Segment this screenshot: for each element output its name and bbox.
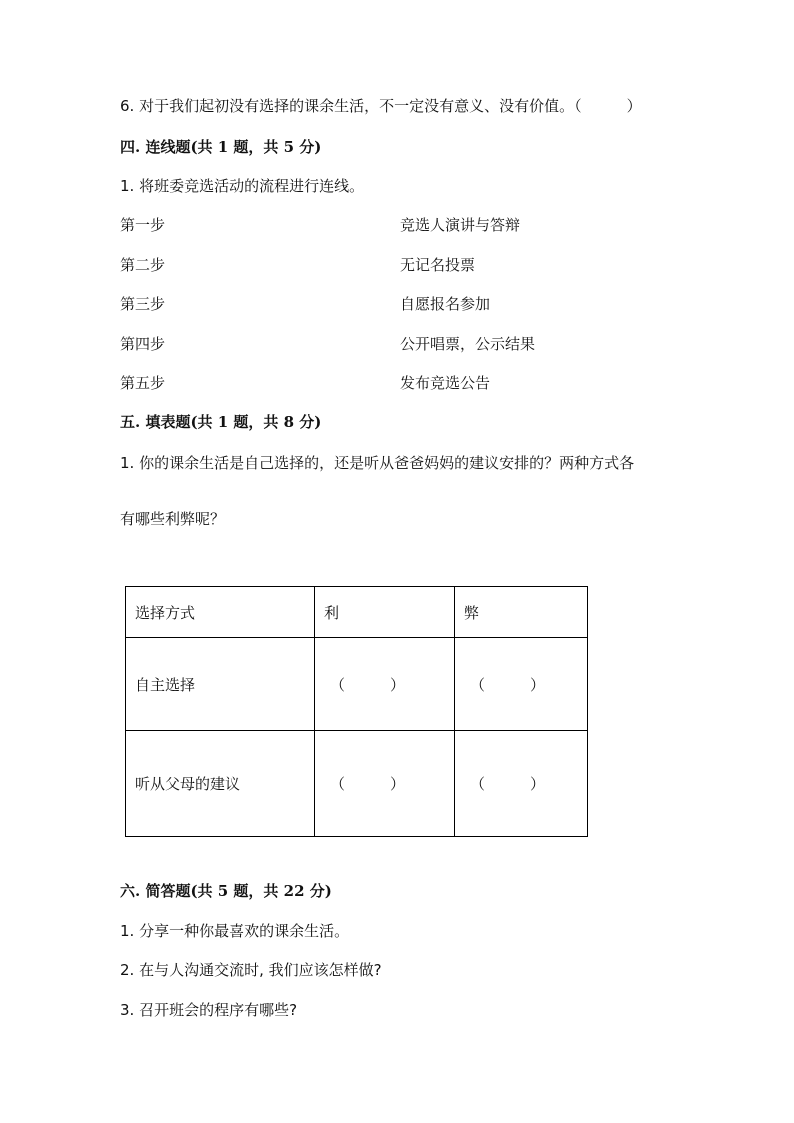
short-answer-question-3: 3. 召开班会的程序有哪些? <box>120 1001 298 1019</box>
table-header-method: 选择方式 <box>126 587 315 638</box>
answer-blank-con[interactable] <box>455 638 588 731</box>
match-left-step-5[interactable]: 第五步 <box>120 374 166 392</box>
match-right-item-3[interactable]: 自愿报名参加 <box>400 295 491 313</box>
table-row <box>126 731 588 837</box>
answer-parentheses[interactable]: （ ） <box>330 775 406 793</box>
answer-parentheses[interactable]: （ ） <box>470 675 546 694</box>
answer-blank-pro[interactable] <box>315 638 455 731</box>
section-4-heading: 四. 连线题(共 1 题，共 5 分) <box>120 138 322 156</box>
fill-table-question-line-2: 有哪些利弊呢？ <box>120 510 226 528</box>
pros-cons-table <box>125 586 588 837</box>
section-6-heading: 六. 简答题(共 5 题，共 22 分) <box>120 882 332 900</box>
match-right-item-4[interactable]: 公开唱票，公示结果 <box>400 335 536 353</box>
matching-question-1: 1. 将班委竞选活动的流程进行连线。 <box>120 177 365 195</box>
answer-blank-con[interactable] <box>455 731 588 837</box>
match-left-step-2[interactable]: 第二步 <box>120 256 166 274</box>
question-6-judgement: 6. 对于我们起初没有选择的课余生活，不一定没有意义、没有价值。（ ） <box>120 97 642 115</box>
table-row-label: 听从父母的建议 <box>126 731 315 837</box>
fill-table-question-line-1: 1. 你的课余生活是自己选择的，还是听从爸爸妈妈的建议安排的？两种方式各 <box>120 454 635 472</box>
match-right-item-1[interactable]: 竞选人演讲与答辩 <box>400 216 521 234</box>
table-header-con: 弊 <box>455 587 588 638</box>
table-row <box>126 638 588 731</box>
match-right-item-5[interactable]: 发布竞选公告 <box>400 374 491 392</box>
match-left-step-3[interactable]: 第三步 <box>120 295 166 313</box>
answer-blank-pro[interactable] <box>315 731 455 837</box>
table-header-pro: 利 <box>315 587 455 638</box>
answer-parentheses[interactable]: （ ） <box>470 775 546 793</box>
table-row-label: 自主选择 <box>126 638 315 731</box>
answer-parentheses[interactable]: （ ） <box>330 675 406 694</box>
short-answer-question-1: 1. 分享一种你最喜欢的课余生活。 <box>120 922 350 940</box>
table-header-row <box>126 587 588 638</box>
short-answer-question-2: 2. 在与人沟通交流时, 我们应该怎样做? <box>120 961 382 979</box>
match-left-step-1[interactable]: 第一步 <box>120 216 166 234</box>
match-left-step-4[interactable]: 第四步 <box>120 335 166 353</box>
section-5-heading: 五. 填表题(共 1 题，共 8 分) <box>120 413 322 431</box>
match-right-item-2[interactable]: 无记名投票 <box>400 256 476 274</box>
